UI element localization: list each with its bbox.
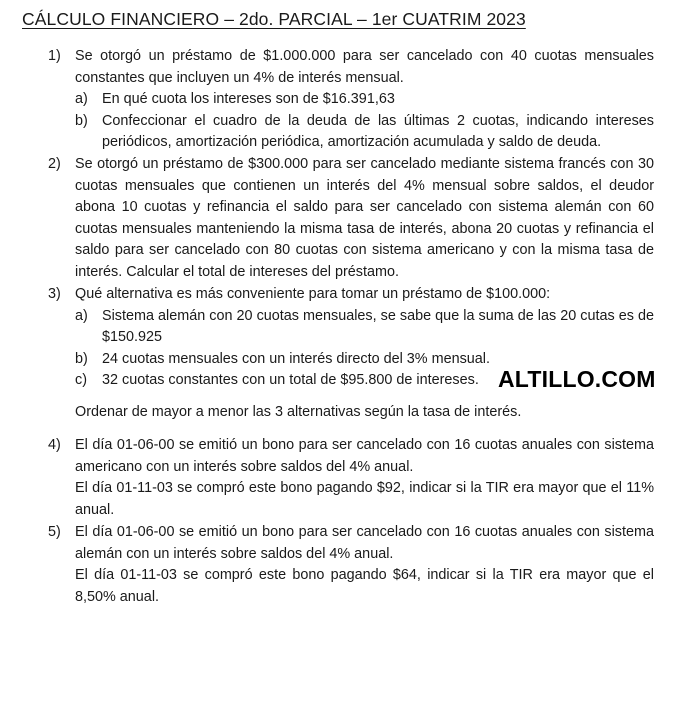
question-3-closing xyxy=(48,402,654,424)
question-2 xyxy=(48,154,654,284)
sub-item-text: 24 cuotas mensuales con un interés directo del 3% mensual. xyxy=(102,350,490,367)
sub-item-text: Confeccionar el cuadro de la deuda de las últimas 2 cuotas, indicando intereses periódicos, amortización periódica, amortización acumulada y saldo de deuda. xyxy=(102,112,654,151)
question-1 xyxy=(48,46,654,154)
question-number: 4) xyxy=(48,437,61,453)
question-number: 1) xyxy=(48,48,61,64)
question-text: Se otorgó un préstamo de $1.000.000 para ser cancelado con 40 cuotas mensuales constantes que incluyen un 4% de interés mensual. xyxy=(75,48,654,86)
sub-item-a xyxy=(75,306,654,349)
question-text-2: El día 01-11-03 se compró este bono pagando $92, indicar si la TIR era mayor que el 11% anual. xyxy=(75,480,654,518)
question-text: El día 01-06-00 se emitió un bono para ser cancelado con 16 cuotas anuales con sistema alemán con un interés sobre saldos del 4% anual. xyxy=(75,524,654,562)
sub-item-text: Sistema alemán con 20 cuotas mensuales, se sabe que la suma de las 20 cutas es de $150.925 xyxy=(102,307,654,346)
sub-item-label: b) xyxy=(75,350,88,367)
question-4 xyxy=(48,435,654,521)
sub-item-text: En qué cuota los intereses son de $16.391,63 xyxy=(102,91,395,108)
question-number: 3) xyxy=(48,286,61,302)
sub-item-b xyxy=(75,111,654,154)
question-text: El día 01-06-00 se emitió un bono para ser cancelado con 16 cuotas anuales con sistema americano con un interés sobre saldos del 4% anual. xyxy=(75,437,654,475)
question-text-2: El día 01-11-03 se compró este bono pagando $64, indicar si la TIR era mayor que el 8,50% anual. xyxy=(75,567,654,605)
sub-item-label: a) xyxy=(75,307,88,324)
question-number: 5) xyxy=(48,524,61,540)
question-closing-text: Ordenar de mayor a menor las 3 alternativas según la tasa de interés. xyxy=(75,404,522,420)
question-5 xyxy=(48,522,654,608)
question-text: Se otorgó un préstamo de $300.000 para ser cancelado mediante sistema francés con 30 cuotas mensuales que contienen un interés del 4% mensual sobre saldos, el deudor abona 10 cuotas y refinancia el saldo para ser cancelado con sistema alemán con 60 cuotas mensuales manteniendo la misma tasa de interés, abona 20 cuotas y refinancia el saldo para ser cancelado con 80 cuotas con sistema americano y con la misma tasa de interés. Calcular el total de intereses del préstamo. xyxy=(75,156,654,280)
sub-item-label: b) xyxy=(75,112,88,129)
sub-item-label: a) xyxy=(75,91,88,108)
watermark-logo: ALTILLO.COM xyxy=(498,366,656,392)
question-text: Qué alternativa es más conveniente para tomar un préstamo de $100.000: xyxy=(75,286,551,302)
sub-item-a xyxy=(75,89,654,111)
question-number: 2) xyxy=(48,156,61,172)
exam-title: CÁLCULO FINANCIERO – 2do. PARCIAL – 1er CUATRIM 2023 xyxy=(22,9,526,29)
sub-item-label: c) xyxy=(75,372,87,389)
sub-item-text: 32 cuotas constantes con un total de $95.800 de intereses. xyxy=(102,372,479,389)
